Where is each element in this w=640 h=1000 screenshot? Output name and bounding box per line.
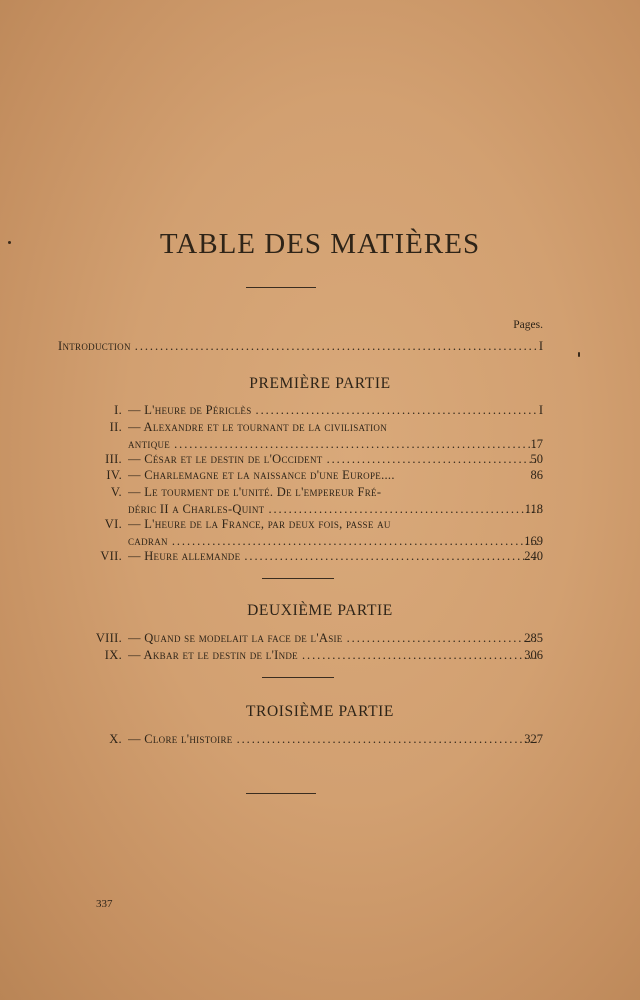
page-title: TABLE DES MATIÈRES xyxy=(159,228,481,260)
entry-page: 169 xyxy=(524,534,543,548)
entry-title: — Alexandre et le tournant de la civilisation xyxy=(128,420,388,434)
entry-page: 118 xyxy=(524,502,543,516)
chapter-number: IX. xyxy=(104,648,122,662)
chapter-number: I. xyxy=(114,403,122,417)
dot-leader xyxy=(256,402,539,418)
part-title: DEUXIÈME PARTIE xyxy=(247,602,393,619)
entry-page: 306 xyxy=(524,648,543,662)
entry-title: Introduction xyxy=(58,339,131,353)
entry-page: 50 xyxy=(530,452,543,466)
chapter-number: V. xyxy=(110,485,122,499)
chapter-number: VI. xyxy=(104,517,122,531)
entry-title-continued: cadran xyxy=(128,534,168,548)
entry-title-continued: déric II a Charles-Quint xyxy=(128,502,265,516)
entry-page: 327 xyxy=(524,732,543,746)
entry-page: I xyxy=(538,403,543,417)
closing-rule xyxy=(246,793,316,794)
entry-title: — L'heure de Périclès xyxy=(128,403,252,417)
chapter-number: III. xyxy=(105,452,122,466)
entry-page: 240 xyxy=(524,549,543,563)
entry-page: 86 xyxy=(530,468,543,482)
dot-leader xyxy=(174,436,539,452)
entry-page: 17 xyxy=(530,437,543,451)
entry-title: — César et le destin de l'Occident xyxy=(128,452,323,466)
dot-leader xyxy=(268,501,539,517)
chapter-number: VIII. xyxy=(95,631,122,645)
dot-leader xyxy=(135,338,539,354)
title-rule xyxy=(246,287,316,288)
dot-leader xyxy=(237,731,539,747)
entry-title: — Akbar et le destin de l'Inde xyxy=(128,648,298,662)
chapter-number: II. xyxy=(109,420,122,434)
entry-title: — Heure allemande xyxy=(128,549,241,563)
entry-title: — L'heure de la France, par deux fois, passe au xyxy=(128,517,391,531)
entry-title: — Quand se modelait la face de l'Asie xyxy=(128,631,343,645)
part-divider xyxy=(262,677,334,678)
part-title: TROISIÈME PARTIE xyxy=(245,703,395,720)
paper-speck xyxy=(578,352,580,357)
page-number: 337 xyxy=(96,898,113,910)
entry-page: 285 xyxy=(524,631,543,645)
paper-speck xyxy=(8,241,11,244)
dot-leader xyxy=(172,533,539,549)
entry-page: I xyxy=(538,339,543,353)
part-divider xyxy=(262,578,334,579)
part-title: PREMIÈRE PARTIE xyxy=(249,375,391,392)
entry-title: — Charlemagne et la naissance d'une Europe.... xyxy=(128,468,395,482)
dot-leader xyxy=(244,548,539,564)
chapter-number: IV. xyxy=(106,468,122,482)
entry-title-continued: antique xyxy=(128,437,171,451)
chapter-number: VII. xyxy=(100,549,122,563)
entry-title: — Clore l'histoire xyxy=(128,732,233,746)
entry-title: — Le tourment de l'unité. De l'empereur Fré- xyxy=(128,485,382,499)
chapter-number: X. xyxy=(109,732,122,746)
pages-column-label: Pages. xyxy=(513,319,543,331)
